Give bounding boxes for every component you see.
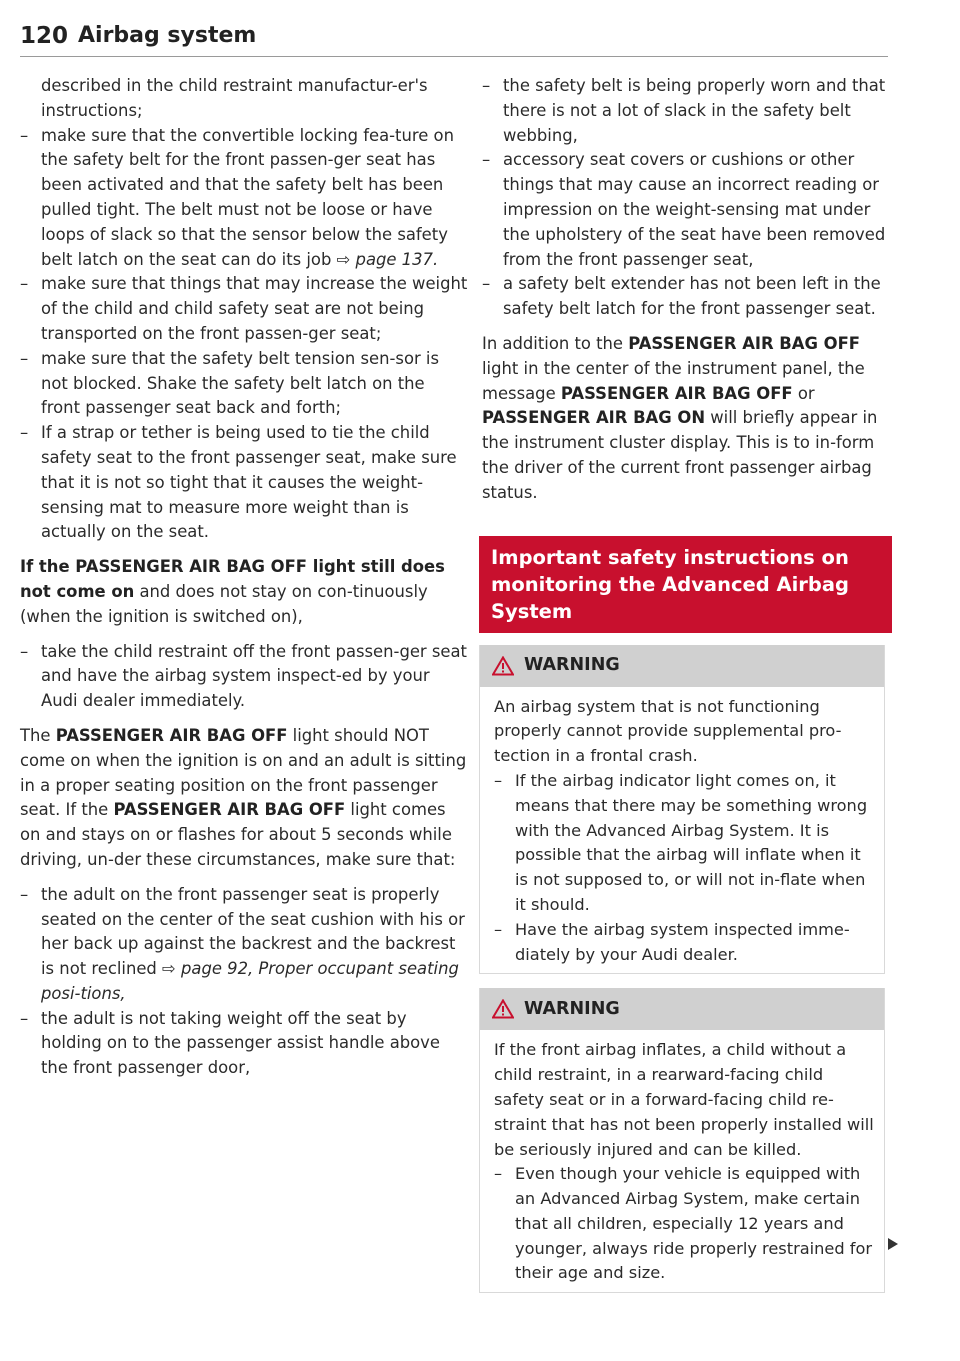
warning-header [480,988,884,1030]
warning-label: WARNING [524,655,620,676]
warning-box [479,988,885,1293]
continue-arrow-icon [888,1238,898,1250]
page-reference-link[interactable]: ⇨ page 92, Proper occupant seating posi-tions, [41,959,459,1003]
list-item: – the adult on the front passenger seat is properly seated on the center of the seat cushion with his or her back up against the backrest and the backrest is not reclined ⇨ page 92, Proper occupant seating posi-tions, [20,884,465,1003]
off-light-paragraph: The PASSENGER AIR BAG OFF light should NOT come on when the ignition is on and an adult is sitting in a proper seating position on the front passenger seat. If the PASSENGER AIR BAG OFF light comes on and stays on or flashes for about 5 seconds while driving, un-der these circumstances, make sure that: [20,725,467,869]
still-on-paragraph: If the PASSENGER AIR BAG OFF light still does not come on and does not stay on con-tinuously (when the ignition is switched on), [20,557,445,626]
list-item: – take the child restraint off the front passen-ger seat and have the airbag system inspect-ed by your Audi dealer immediately. [20,641,467,711]
list-item: – make sure that the safety belt tension sen-sor is not blocked. Shake the safety belt latch on the front passenger seat back and forth; [20,348,440,418]
warning-intro: If the front airbag inflates, a child without a child restraint, in a rearward-facing child safety seat or in a forward-facing child re-straint that has not been properly installed will be seriously injured and can be killed. [494,1040,874,1159]
section-heading: Important safety instructions on monitoring the Advanced Airbag System [479,536,892,633]
list-item: – Have the airbag system inspected imme-diately by your Audi dealer. [494,919,850,964]
status-paragraph: In addition to the PASSENGER AIR BAG OFF light in the center of the instrument panel, the message PASSENGER AIR BAG OFF or PASSENGER AIR BAG ON will briefly appear in the instrument cluster display. This is to in-form the driver of the current front passenger airbag status. [482,333,878,502]
right-column [482,74,887,1293]
warning-label: WARNING [524,998,620,1019]
continuation-text: described in the child restraint manufactur-er's instructions; [41,76,428,120]
list-item: – Even though your vehicle is equipped with an Advanced Airbag System, make certain that all children, especially 12 years and younger, always ride properly restrained for their age and size. [494,1164,873,1283]
warning-intro: An airbag system that is not functioning properly cannot provide supplemental pro-tection in a frontal crash. [494,696,842,766]
list-item: – If the airbag indicator light comes on, it means that there may be something wrong with the Advanced Airbag System. It is possible that the airbag will inflate when it is not supposed to, or will not in-flate when it should. [494,770,868,914]
list-item: – make sure that the convertible locking fea-ture on the safety belt for the front passen-ger seat has been activated and that the safety belt has been pulled tight. The belt must not be loose or have loops of slack so that the sensor below the safety belt latch on the seat can do its job ⇨ page 137. [20,125,454,269]
warning-triangle-icon [492,656,514,676]
page-reference-link[interactable]: ⇨ page 137. [336,249,439,269]
warning-triangle-icon [492,999,514,1019]
page-number: 120 [20,23,69,49]
list-item: – accessory seat covers or cushions or other things that may cause an incorrect reading or impression on the weight-sensing mat under the upholstery of the seat have been removed from the front passenger seat, [482,150,886,269]
list-item: – If a strap or tether is being used to tie the child safety seat to the front passenger seat, make sure that it is not so tight that it causes the weight-sensing mat to measure more weight than is actually on the seat. [20,423,457,542]
page-header [20,20,888,57]
left-column [20,74,468,1081]
list-item: – make sure that things that may increase the weight of the child and child safety seat are not being transported on the front passen-ger seat; [20,274,468,343]
list-item: – the safety belt is being properly worn and that there is not a lot of slack in the safety belt webbing, [482,76,886,145]
list-item: – the adult is not taking weight off the seat by holding on to the passenger assist handle above the front passenger door, [20,1008,440,1078]
list-item: – a safety belt extender has not been left in the safety belt latch for the front passenger seat. [482,274,881,319]
warning-box [479,645,885,975]
warning-header [480,645,884,687]
section-title: Airbag system [78,23,257,48]
